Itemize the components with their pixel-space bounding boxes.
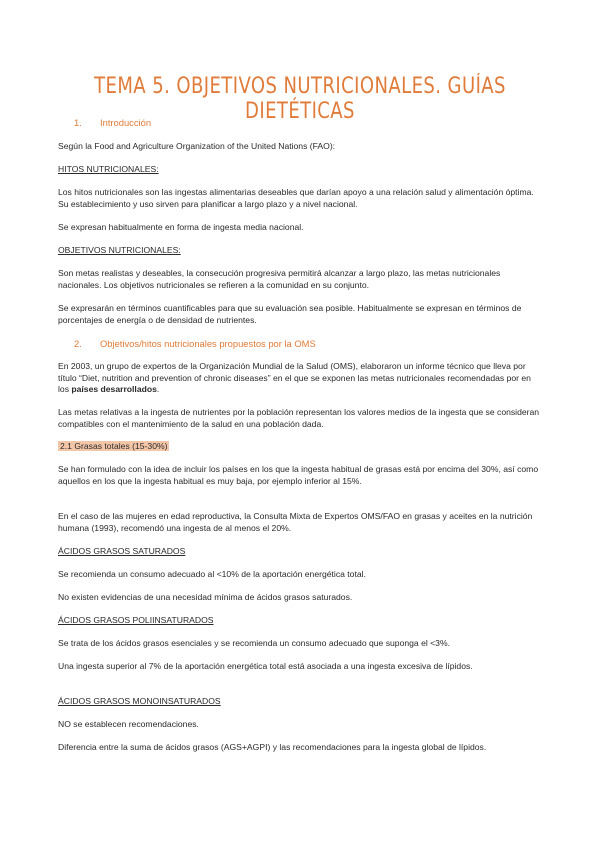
heading-grasas-totales: 2.1 Grasas totales (15-30%) [60, 441, 168, 451]
paragraph-objetivos-2: Se expresarán en términos cuantificables para que su evaluación sea posible. Habitualmente se expresan en términos de porcentajes de energía o de densidad de nutrientes. [58, 303, 522, 325]
heading-objetivos-nutricionales: OBJETIVOS NUTRICIONALES: [58, 245, 181, 255]
paragraph-oms-1-text: En 2003, un grupo de expertos de la Organización Mundial de la Salud (OMS), elaboraron un informe técnico que lleva por título “Diet, nutrition and prevention of chronic diseases” en el que se exponen las metas nutricionales recomendadas por en los [58, 361, 531, 394]
paragraph-grasas-1: Se han formulado con la idea de incluir los países en los que la ingesta habitual de grasas está por encima del 30%, así como aquellos en los que la ingesta habitual es muy baja, por ejemplo inferior al 15%. [58, 464, 539, 486]
paragraph-monoinsaturados-1: NO se establecen recomendaciones. [58, 719, 199, 729]
document-title: TEMA 5. OBJETIVOS NUTRICIONALES. GUÍAS DIETÉTICAS [94, 74, 506, 124]
paragraph-oms-2: Las metas relativas a la ingesta de nutrientes por la población representan los valores medios de la ingesta que se consideran compatibles con el mantenimiento de la salud en una población dada. [58, 407, 540, 429]
paragraph-hitos-2: Se expresan habitualmente en forma de ingesta media nacional. [58, 222, 304, 232]
paragraph-poliinsaturados-2: Una ingesta superior al 7% de la aportación energética total está asociada a una ingesta excesiva de lípidos. [58, 661, 473, 671]
paragraph-objetivos-1: Son metas realistas y deseables, la consecución progresiva permitirá alcanzar a largo plazo, las metas nutricionales nacionales. Los objetivos nutricionales se refieren a la comunidad en su conjunto. [58, 268, 501, 290]
paragraph-saturados-2: No existen evidencias de una necesidad mínima de ácidos grasos saturados. [58, 592, 353, 602]
section-heading-introduccion [74, 117, 151, 128]
section-label: Introducción [100, 117, 152, 128]
paragraph-oms-1-bold: países desarrollados [71, 384, 157, 394]
section-number: 2. [74, 338, 82, 349]
paragraph-saturados-1: Se recomienda un consumo adecuado al <10% de la aportación energética total. [58, 569, 366, 579]
paragraph-oms-1-end: . [156, 384, 160, 394]
heading-acidos-monoinsaturados: ÁCIDOS GRASOS MONOINSATURADOS [58, 696, 221, 706]
paragraph-grasas-2: En el caso de las mujeres en edad reproductiva, la Consulta Mixta de Expertos OMS/FAO en grasas y aceites en la nutrición humana (1993), recomendó una ingesta de al menos el 20%. [58, 511, 533, 533]
heading-hitos-nutricionales: HITOS NUTRICIONALES: [58, 164, 159, 174]
section-heading-oms [74, 338, 316, 349]
paragraph-poliinsaturados-1: Se trata de los ácidos grasos esenciales y se recomienda un consumo adecuado que suponga el <3%. [58, 638, 450, 648]
section-number: 1. [74, 117, 82, 128]
paragraph-fao: Según la Food and Agriculture Organization of the United Nations (FAO): [58, 141, 336, 151]
heading-grasas-totales-wrap [58, 441, 544, 453]
paragraph-oms-1 [58, 361, 544, 396]
paragraph-monoinsaturados-2: Diferencia entre la suma de ácidos grasos (AGS+AGPI) y las recomendaciones para la ingesta global de lípidos. [58, 742, 487, 752]
paragraph-hitos-1: Los hitos nutricionales son las ingestas alimentarias deseables que darían apoyo a una relación salud y alimentación óptima. Su establecimiento y uso sirven para planificar a largo plazo y a nivel nacional. [58, 187, 534, 209]
section-label: Objetivos/hitos nutricionales propuestos por la OMS [100, 338, 316, 349]
heading-acidos-poliinsaturados: ÁCIDOS GRASOS POLIINSATURADOS [58, 615, 214, 625]
heading-acidos-saturados: ÁCIDOS GRASOS SATURADOS [58, 546, 186, 556]
